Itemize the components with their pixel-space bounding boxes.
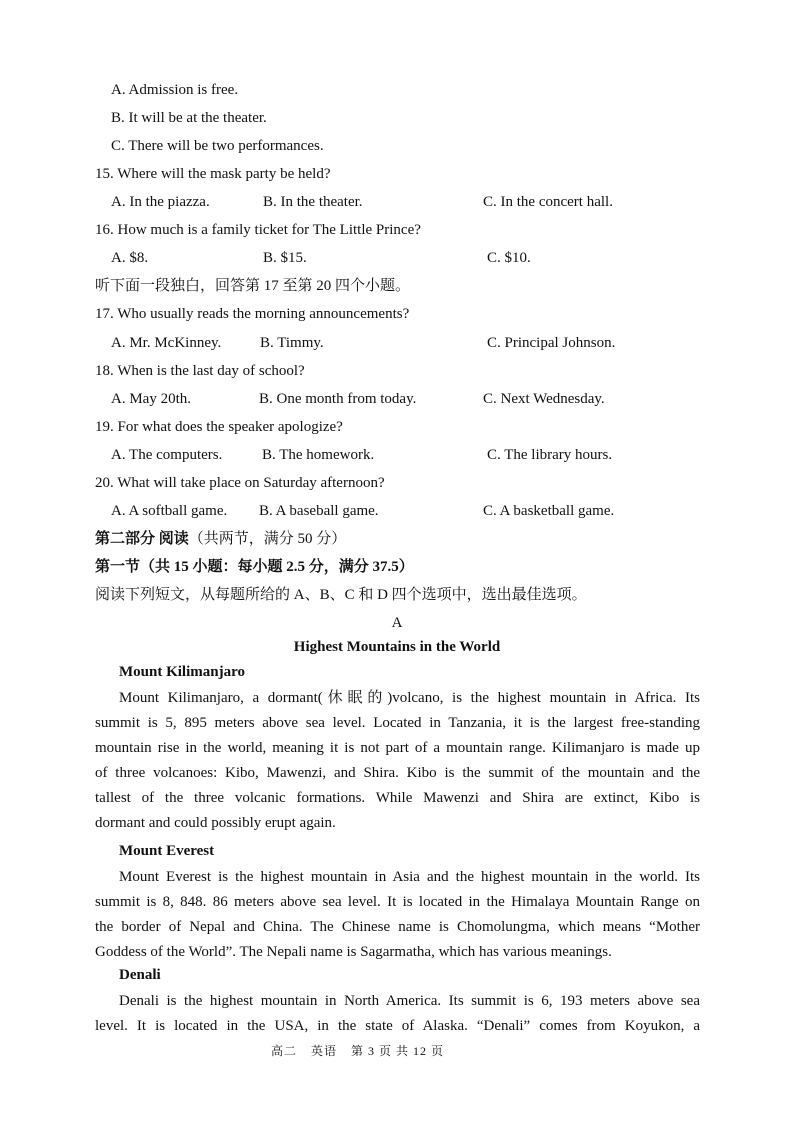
question-stem: 20. What will take place on Saturday afternoon? — [95, 475, 385, 491]
q14-option-b: B. It will be at the theater. — [111, 110, 267, 126]
reading-instruction: 阅读下列短文，从每题所给的 A、B、C 和 D 四个选项中，选出最佳选项。 — [95, 587, 587, 603]
paragraph-line: mountain rise in the world, meaning it is not part of a mountain range. Kilimanjaro is made up — [95, 740, 700, 756]
option-b: B. A baseball game. — [259, 503, 379, 519]
paragraph-line: of three volcanoes: Kibo, Mawenzi, and Shira. Kibo is the summit of the mountain and the — [95, 765, 700, 781]
paragraph-line: level. It is located in the USA, in the state of Alaska. “Denali” comes from Koyukon, a — [95, 1018, 700, 1034]
monologue-instruction: 听下面一段独白，回答第 17 至第 20 四个小题。 — [95, 278, 411, 294]
option-b: B. $15. — [263, 250, 307, 266]
paragraph-everest — [95, 865, 700, 965]
paragraph-line: Mount Kilimanjaro, a dormant(休眠的)volcano, is the highest mountain in Africa. Its — [119, 690, 700, 706]
option-a: A. Mr. McKinney. — [111, 335, 222, 351]
option-c: C. A basketball game. — [483, 503, 615, 519]
option-c: C. Next Wednesday. — [483, 391, 605, 407]
paragraph-line: the border of Nepal and China. The Chinese name is Chomolungma, which means “Mother — [95, 919, 700, 935]
paragraph-line: Mount Everest is the highest mountain in Asia and the highest mountain in the world. Its — [119, 869, 700, 885]
option-a: A. $8. — [111, 250, 149, 266]
part2-heading — [95, 530, 346, 548]
option-a: A. May 20th. — [111, 391, 191, 407]
option-a: A. The computers. — [111, 447, 223, 463]
section-heading-kilimanjaro: Mount Kilimanjaro — [119, 664, 245, 680]
part2-heading-bold: 第二部分 阅读 — [95, 531, 189, 547]
option-c: C. Principal Johnson. — [487, 335, 616, 351]
page-footer — [271, 1042, 458, 1059]
paragraph-line: summit is 5, 895 meters above sea level. Located in Tanzania, it is the largest free-standing — [95, 715, 700, 731]
footer-page-number: 第 3 页 共 12 页 — [351, 1044, 445, 1058]
paragraph-line: Goddess of the World”. The Nepali name is Sagarmatha, which has various meanings. — [95, 944, 612, 960]
paragraph-line: summit is 8, 848. 86 meters above sea level. It is located in the Himalaya Mountain Range on — [95, 894, 700, 910]
section-heading-everest: Mount Everest — [119, 843, 215, 859]
option-b: B. The homework. — [262, 447, 375, 463]
option-a: A. In the piazza. — [111, 194, 210, 210]
question-stem: 16. How much is a family ticket for The Little Prince? — [95, 222, 421, 238]
q14-option-a: A. Admission is free. — [111, 82, 239, 98]
passage-letter: A — [391, 615, 403, 631]
option-c: C. In the concert hall. — [483, 194, 613, 210]
option-b: B. One month from today. — [259, 391, 417, 407]
footer-subject: 英语 — [311, 1044, 338, 1058]
paragraph-kilimanjaro — [95, 686, 700, 836]
section1-heading: 第一节（共 15 小题：每小题 2.5 分，满分 37.5） — [95, 559, 414, 575]
paragraph-denali — [95, 989, 700, 1039]
section-heading-denali: Denali — [119, 967, 161, 983]
question-stem: 17. Who usually reads the morning announcements? — [95, 306, 410, 322]
option-a: A. A softball game. — [111, 503, 228, 519]
question-stem: 19. For what does the speaker apologize? — [95, 419, 343, 435]
part2-heading-rest: （共两节，满分 50 分） — [188, 531, 347, 547]
option-b: B. Timmy. — [260, 335, 324, 351]
passage-title: Highest Mountains in the World — [293, 639, 501, 655]
question-stem: 18. When is the last day of school? — [95, 363, 305, 379]
q14-option-c: C. There will be two performances. — [111, 138, 324, 154]
paragraph-line: tallest of the three volcanic formations. While Mawenzi and Shira are extinct, Kibo is — [95, 790, 700, 806]
option-b: B. In the theater. — [263, 194, 363, 210]
footer-grade: 高二 — [271, 1044, 298, 1058]
question-stem: 15. Where will the mask party be held? — [95, 166, 331, 182]
option-c: C. $10. — [487, 250, 531, 266]
option-c: C. The library hours. — [487, 447, 613, 463]
paragraph-line: Denali is the highest mountain in North America. Its summit is 6, 193 meters above sea — [119, 993, 700, 1009]
paragraph-line: dormant and could possibly erupt again. — [95, 815, 336, 831]
